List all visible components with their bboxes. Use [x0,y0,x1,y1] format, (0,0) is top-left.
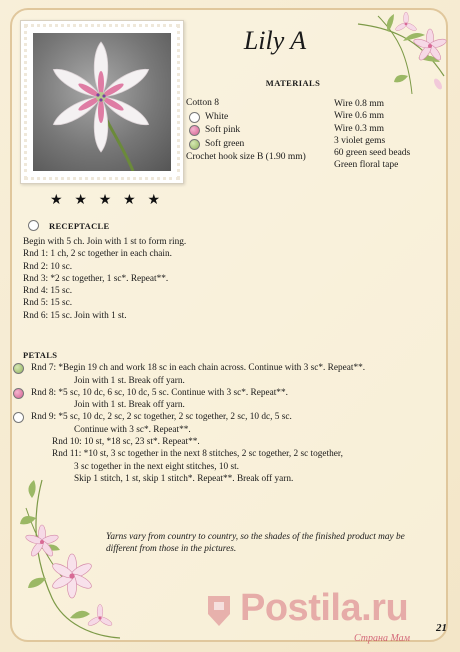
cotton-label: Cotton 8 [186,98,219,108]
rnd10-line: Rnd 10: 10 st, *18 sc, 23 st*. Repeat**. [52,437,200,448]
star-icon: ★ [98,193,112,208]
crocheted-lily-image [33,33,171,171]
rnd11-continuation: 3 sc together in the next eight stitches, 10 st. [74,461,239,472]
materials-heading: MATERIALS [265,78,321,88]
material-item: 60 green seed beads [334,148,411,159]
star-icon: ★ [147,193,160,208]
receptacle-heading-row [28,220,109,231]
rnd8-line [10,387,365,399]
instruction-line: Rnd 4: 15 sc. [23,286,73,297]
receptacle-instructions [23,236,186,322]
petals-section [10,349,365,485]
instruction-line: Rnd 5: 15 sc. [23,298,73,309]
star-icon: ★ [123,193,136,208]
material-item: Green floral tape [334,160,399,171]
instruction-line: Rnd 6: 15 sc. Join with 1 st. [23,310,127,321]
rnd11-line: Rnd 11: *10 st, 3 sc together in the next 8 stitches, 2 sc together, 2 sc together, [52,449,343,460]
pink-yarn-ball-icon [13,388,24,399]
material-item: Wire 0.8 mm [334,99,385,109]
green-yarn-ball-icon [189,139,200,150]
material-item: Wire 0.3 mm [334,123,385,134]
star-icon: ★ [74,193,87,208]
watermark-text: Postila.ru [240,587,409,629]
lily-corner-decoration-bottom [12,478,122,644]
white-yarn-ball-icon [13,412,24,423]
rnd9-line [10,411,365,423]
material-item: Wire 0.6 mm [334,111,385,122]
petals-heading-row [10,349,365,361]
green-yarn-ball-icon [13,363,24,374]
page-title: Lily A [243,26,307,55]
star-icon: ★ [50,193,63,208]
watermark-subtext: Страна Мам [354,633,411,644]
instruction-line: Rnd 1: 1 ch, 2 sc together in each chain. [23,249,172,260]
hook-size: Crochet hook size B (1.90 mm) [186,152,306,162]
yarn-label: White [205,111,229,122]
rnd7-text: Rnd 7: *Begin 19 ch and work 18 sc in each chain across. Continue with 3 sc*. Repeat**. [31,363,366,374]
rnd7-continuation: Join with 1 st. Break off yarn. [74,375,185,386]
rnd9-continuation: Continue with 3 sc*. Repeat**. [74,424,191,435]
materials-right-column [334,98,410,172]
yarn-soft-green [186,138,306,152]
petals-heading: PETALS [23,350,58,360]
instruction-line: Begin with 5 ch. Join with 1 st to form ring. [23,237,187,247]
white-yarn-ball-icon [28,220,39,231]
white-yarn-ball-icon [189,112,200,123]
rnd8-continuation: Join with 1 st. Break off yarn. [74,400,185,411]
instruction-line: Rnd 2: 10 sc. [23,261,73,272]
rnd9-text: Rnd 9: *5 sc, 10 dc, 2 sc, 2 sc together, 2 sc together, 2 sc, 10 dc, 5 sc. [31,412,292,423]
yarn-label: Soft pink [205,125,241,135]
yarn-soft-pink [186,124,306,138]
lily-photo [33,33,171,171]
difficulty-rating [50,192,160,209]
rnd8-text: Rnd 8: *5 sc, 10 dc, 6 sc, 10 dc, 5 sc. Continue with 3 sc*. Repeat**. [31,387,288,398]
pink-yarn-ball-icon [189,125,200,136]
yarn-note: Yarns vary from country to country, so the shades of the finished product may be different from those in the pictures. [106,532,405,554]
material-item: 3 violet gems [334,135,386,146]
page-number: 21 [436,622,447,634]
yarn-label: Soft green [205,138,245,149]
materials-left-column [186,97,306,165]
watermark-logo-icon [204,594,234,628]
rnd7-line [10,362,365,374]
instruction-line: Rnd 3: *2 sc together, 1 sc*. Repeat**. [23,273,169,284]
yarn-white [186,111,306,125]
rnd11-continuation: Skip 1 stitch, 1 st, skip 1 stitch*. Repeat**. Break off yarn. [74,473,294,484]
receptacle-heading: RECEPTACLE [49,220,110,231]
lily-photo-frame [20,20,184,184]
